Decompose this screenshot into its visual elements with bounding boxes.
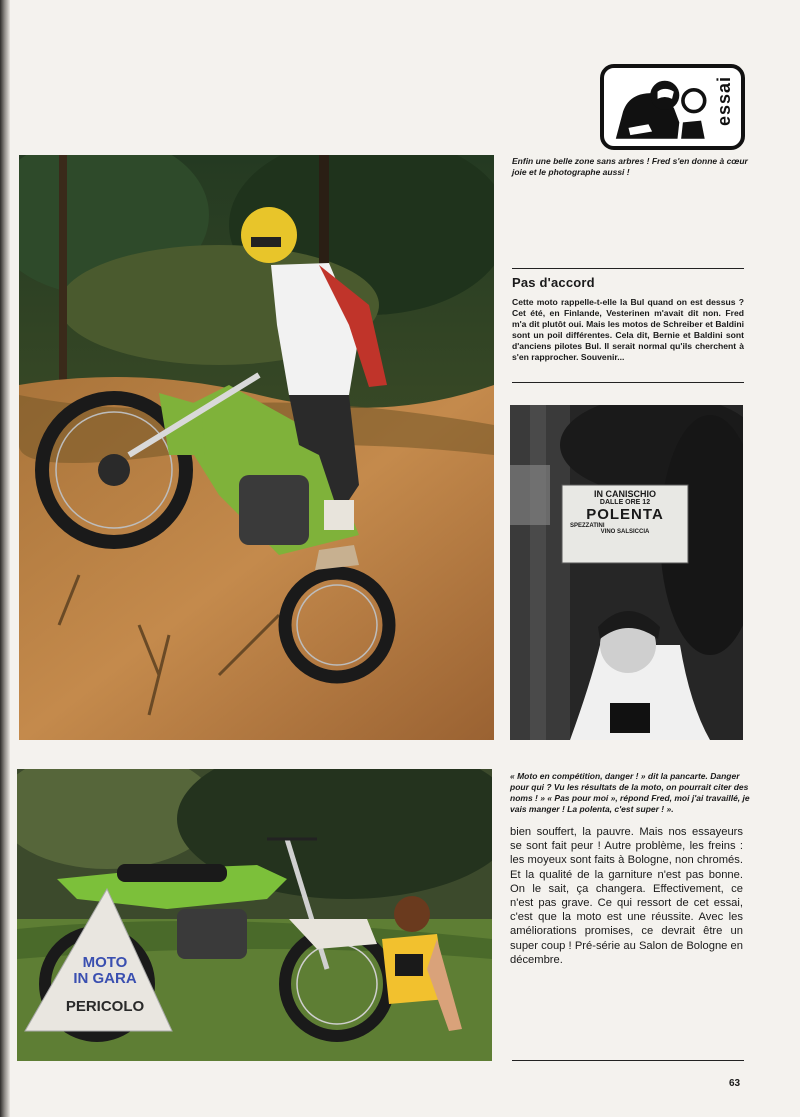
sign-line: IN GARA [73, 970, 137, 987]
logo-text: essai [714, 76, 734, 127]
caption-polenta-photo: « Moto en compétition, danger ! » dit la pancarte. Danger pour qui ? Vu les résultats de la moto, on pourrait citer des noms ! » « Pas pour moi », répond Fred, moi j'ai travaillé, je vais manger ! La polenta, c'est super ! ». [510, 771, 750, 814]
sign-line: IN CANISCHIO [593, 489, 656, 499]
caption-trial-photo: Enfin une belle zone sans arbres ! Fred s'en donne à cœur joie et le photographe aussi ! [512, 156, 748, 177]
sidebar-heading: Pas d'accord [512, 275, 595, 290]
photo-bike-and-rider-sitting [17, 769, 492, 1061]
essai-logo [600, 64, 745, 150]
article-body-text: bien souffert, la pauvre. Mais nos essayeurs se sont fait peur ! Autre problème, les freins : les moyeux sont faits à Bologne, non chromés. Et la qualité de la garniture n'est pas bonne. On le sait, ça changera. Effectivement, ce n'est pas grave. Ce qui ressort de cet essai, c'est que la moto est une réussite. Avec les améliorations promises, ce devrait être un super coup ! Pré-série au Salon de Bologne en décembre. [510, 826, 743, 966]
warning-sign-text [35, 955, 175, 1015]
page-spine-shadow [0, 0, 10, 1117]
photo-trial-rider-wheelie [19, 155, 494, 740]
sign-line: MOTO [82, 954, 128, 971]
sign-line: VINO SALSICCIA [600, 529, 650, 535]
polenta-sign-text [564, 487, 686, 561]
sign-line: POLENTA [586, 506, 664, 523]
sidebar-text: Cette moto rappelle-t-elle la Bul quand on est dessus ? Cet été, en Finlande, Vesterinen m'avait dit non. Fred m'a dit plutôt oui. Mais les motos de Schreiber et Baldini sont un poil différentes. Cela dit, Bernie et Baldini sont d'anciens pilotes Bul. Il serait normal qu'ils cherchent à s'en rapprocher. Souvenir... [512, 297, 744, 362]
photo-polenta-sign [510, 405, 743, 740]
divider-rule [512, 268, 744, 269]
sign-line: DALLE ORE 12 [599, 499, 651, 506]
divider-rule [512, 382, 744, 383]
page-number: 63 [729, 1078, 741, 1089]
divider-rule [512, 1060, 744, 1061]
sign-line: PERICOLO [65, 998, 145, 1015]
sign-line: SPEZZATINI [570, 523, 605, 529]
